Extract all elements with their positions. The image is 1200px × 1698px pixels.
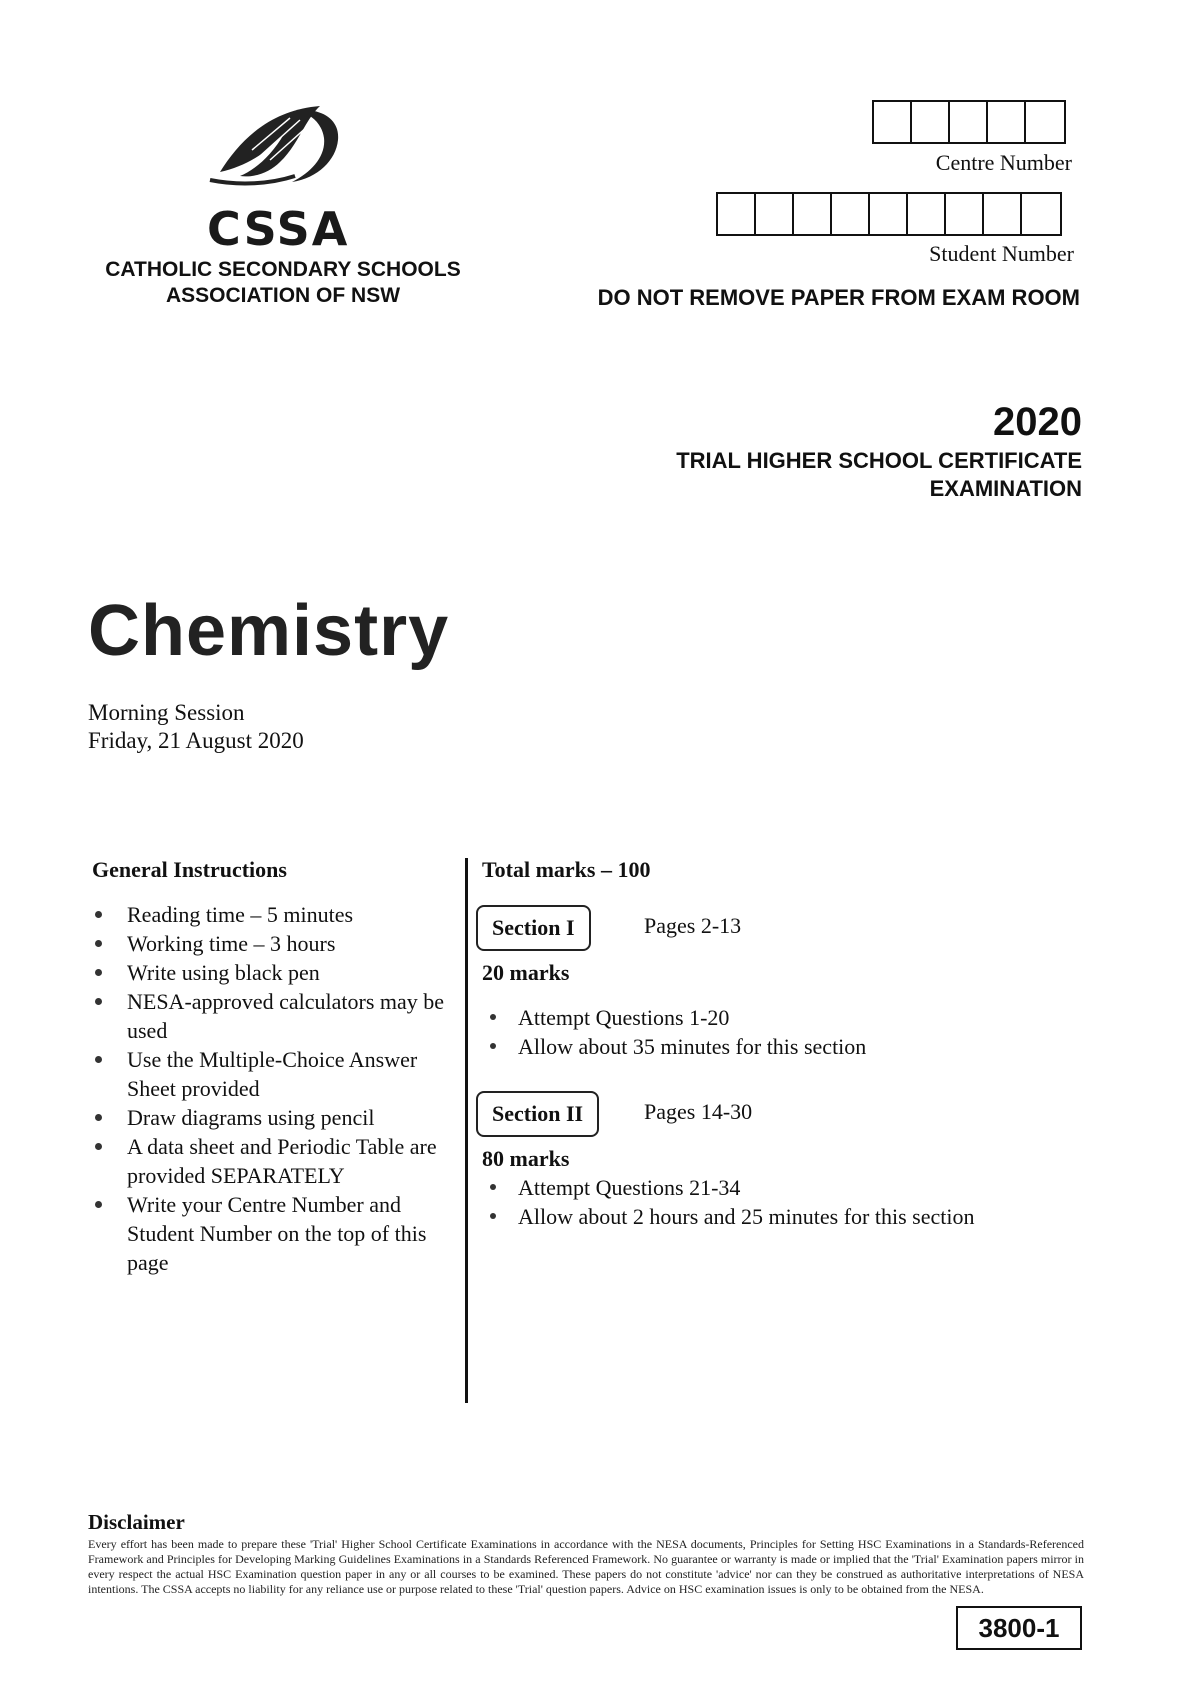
centre-number-cell[interactable] xyxy=(950,102,988,142)
list-item xyxy=(92,1103,462,1132)
student-number-label: Student Number xyxy=(929,241,1074,266)
student-number-cell[interactable] xyxy=(794,194,832,234)
cssa-leaf-logo xyxy=(200,100,350,190)
exam-title-line1: TRIAL HIGHER SCHOOL CERTIFICATE xyxy=(676,448,1082,473)
exam-session: Morning Session xyxy=(88,700,245,725)
section2-label: Section II xyxy=(476,1091,599,1137)
student-number-cell[interactable] xyxy=(946,194,984,234)
bullet-icon xyxy=(95,1143,102,1150)
org-name-line2: ASSOCIATION OF NSW xyxy=(165,284,401,307)
bullet-icon xyxy=(490,1213,496,1219)
exam-title-line2: EXAMINATION xyxy=(929,476,1082,501)
list-item xyxy=(482,1202,974,1231)
instruction-text: Reading time – 5 minutes xyxy=(127,902,354,927)
centre-number-boxes[interactable] xyxy=(872,100,1066,144)
instruction-text: Write using black pen xyxy=(127,960,320,985)
org-name-line1: CATHOLIC SECONDARY SCHOOLS xyxy=(105,258,461,281)
section2-instruction: Allow about 2 hours and 25 minutes for this section xyxy=(518,1204,975,1229)
section1-marks: 20 marks xyxy=(482,960,570,985)
instruction-text: NESA-approved calculators may be used xyxy=(127,989,445,1043)
student-number-cell[interactable] xyxy=(756,194,794,234)
student-number-cell[interactable] xyxy=(718,194,756,234)
section1-instruction: Allow about 35 minutes for this section xyxy=(518,1034,867,1059)
instruction-text: Use the Multiple-Choice Answer Sheet provided xyxy=(127,1047,418,1101)
total-marks: Total marks – 100 xyxy=(482,857,651,882)
list-item xyxy=(92,929,462,958)
paper-code: 3800-1 xyxy=(956,1606,1082,1650)
centre-number-cell[interactable] xyxy=(912,102,950,142)
list-item xyxy=(482,1003,866,1032)
section2-instructions xyxy=(482,1173,974,1231)
centre-number-cell[interactable] xyxy=(1026,102,1064,142)
disclaimer-heading: Disclaimer xyxy=(88,1510,185,1534)
subject-title: Chemistry xyxy=(88,591,450,671)
bullet-icon xyxy=(95,1056,102,1063)
section1-instruction: Attempt Questions 1-20 xyxy=(518,1005,730,1030)
instruction-text: A data sheet and Periodic Table are provided SEPARATELY xyxy=(127,1134,437,1188)
exam-date: Friday, 21 August 2020 xyxy=(88,728,304,753)
column-divider xyxy=(465,858,468,1403)
bullet-icon xyxy=(95,1201,102,1208)
bullet-icon xyxy=(490,1043,496,1049)
section2-pages: Pages 14-30 xyxy=(644,1099,753,1124)
student-number-cell[interactable] xyxy=(984,194,1022,234)
general-instructions-list xyxy=(92,900,462,1277)
bullet-icon xyxy=(95,1114,102,1121)
instruction-text: Working time – 3 hours xyxy=(127,931,336,956)
list-item xyxy=(482,1173,974,1202)
student-number-cell[interactable] xyxy=(870,194,908,234)
student-number-cell[interactable] xyxy=(1022,194,1060,234)
centre-number-label: Centre Number xyxy=(935,150,1072,175)
exam-year: 2020 xyxy=(993,400,1082,444)
bullet-icon xyxy=(95,940,102,947)
list-item xyxy=(92,987,462,1045)
list-item xyxy=(482,1032,866,1061)
instruction-text: Draw diagrams using pencil xyxy=(127,1105,375,1130)
centre-number-cell[interactable] xyxy=(874,102,912,142)
general-instructions-heading: General Instructions xyxy=(92,857,287,882)
bullet-icon xyxy=(490,1014,496,1020)
section1-instructions xyxy=(482,1003,866,1061)
bullet-icon xyxy=(95,998,102,1005)
list-item xyxy=(92,958,462,987)
list-item xyxy=(92,1132,462,1190)
list-item xyxy=(92,900,462,929)
list-item xyxy=(92,1045,462,1103)
bullet-icon xyxy=(95,911,102,918)
section1-pages: Pages 2-13 xyxy=(644,913,742,938)
bullet-icon xyxy=(490,1184,496,1190)
student-number-cell[interactable] xyxy=(832,194,870,234)
exam-room-warning: DO NOT REMOVE PAPER FROM EXAM ROOM xyxy=(597,285,1080,310)
student-number-boxes[interactable] xyxy=(716,192,1062,236)
cssa-logo-text: CSSA xyxy=(207,202,350,256)
disclaimer-body: Every effort has been made to prepare these 'Trial' Higher School Certificate Examinations in accordance with the NESA documents, Principles for Setting HSC Examinations in a Standards-Referenced Framework and Principles for Developing Marking Guidelines Examinations in a Standards Referenced Framework. No guarantee or warranty is made or implied that the 'Trial' Examination papers mirror in every respect the actual HSC Examination question paper in any or all courses to be examined. These papers do not constitute 'advice' nor can they be construed as authoritative interpretations of NESA intentions. The CSSA accepts no liability for any reliance use or purpose related to these 'Trial' question papers. Advice on HSC examination issues is only to be obtained from the NESA. xyxy=(88,1537,1084,1596)
section2-instruction: Attempt Questions 21-34 xyxy=(518,1175,741,1200)
section1-label: Section I xyxy=(476,905,591,951)
bullet-icon xyxy=(95,969,102,976)
instruction-text: Write your Centre Number and Student Number on the top of this page xyxy=(127,1192,427,1275)
section2-marks: 80 marks xyxy=(482,1146,570,1171)
list-item xyxy=(92,1190,462,1277)
centre-number-cell[interactable] xyxy=(988,102,1026,142)
student-number-cell[interactable] xyxy=(908,194,946,234)
